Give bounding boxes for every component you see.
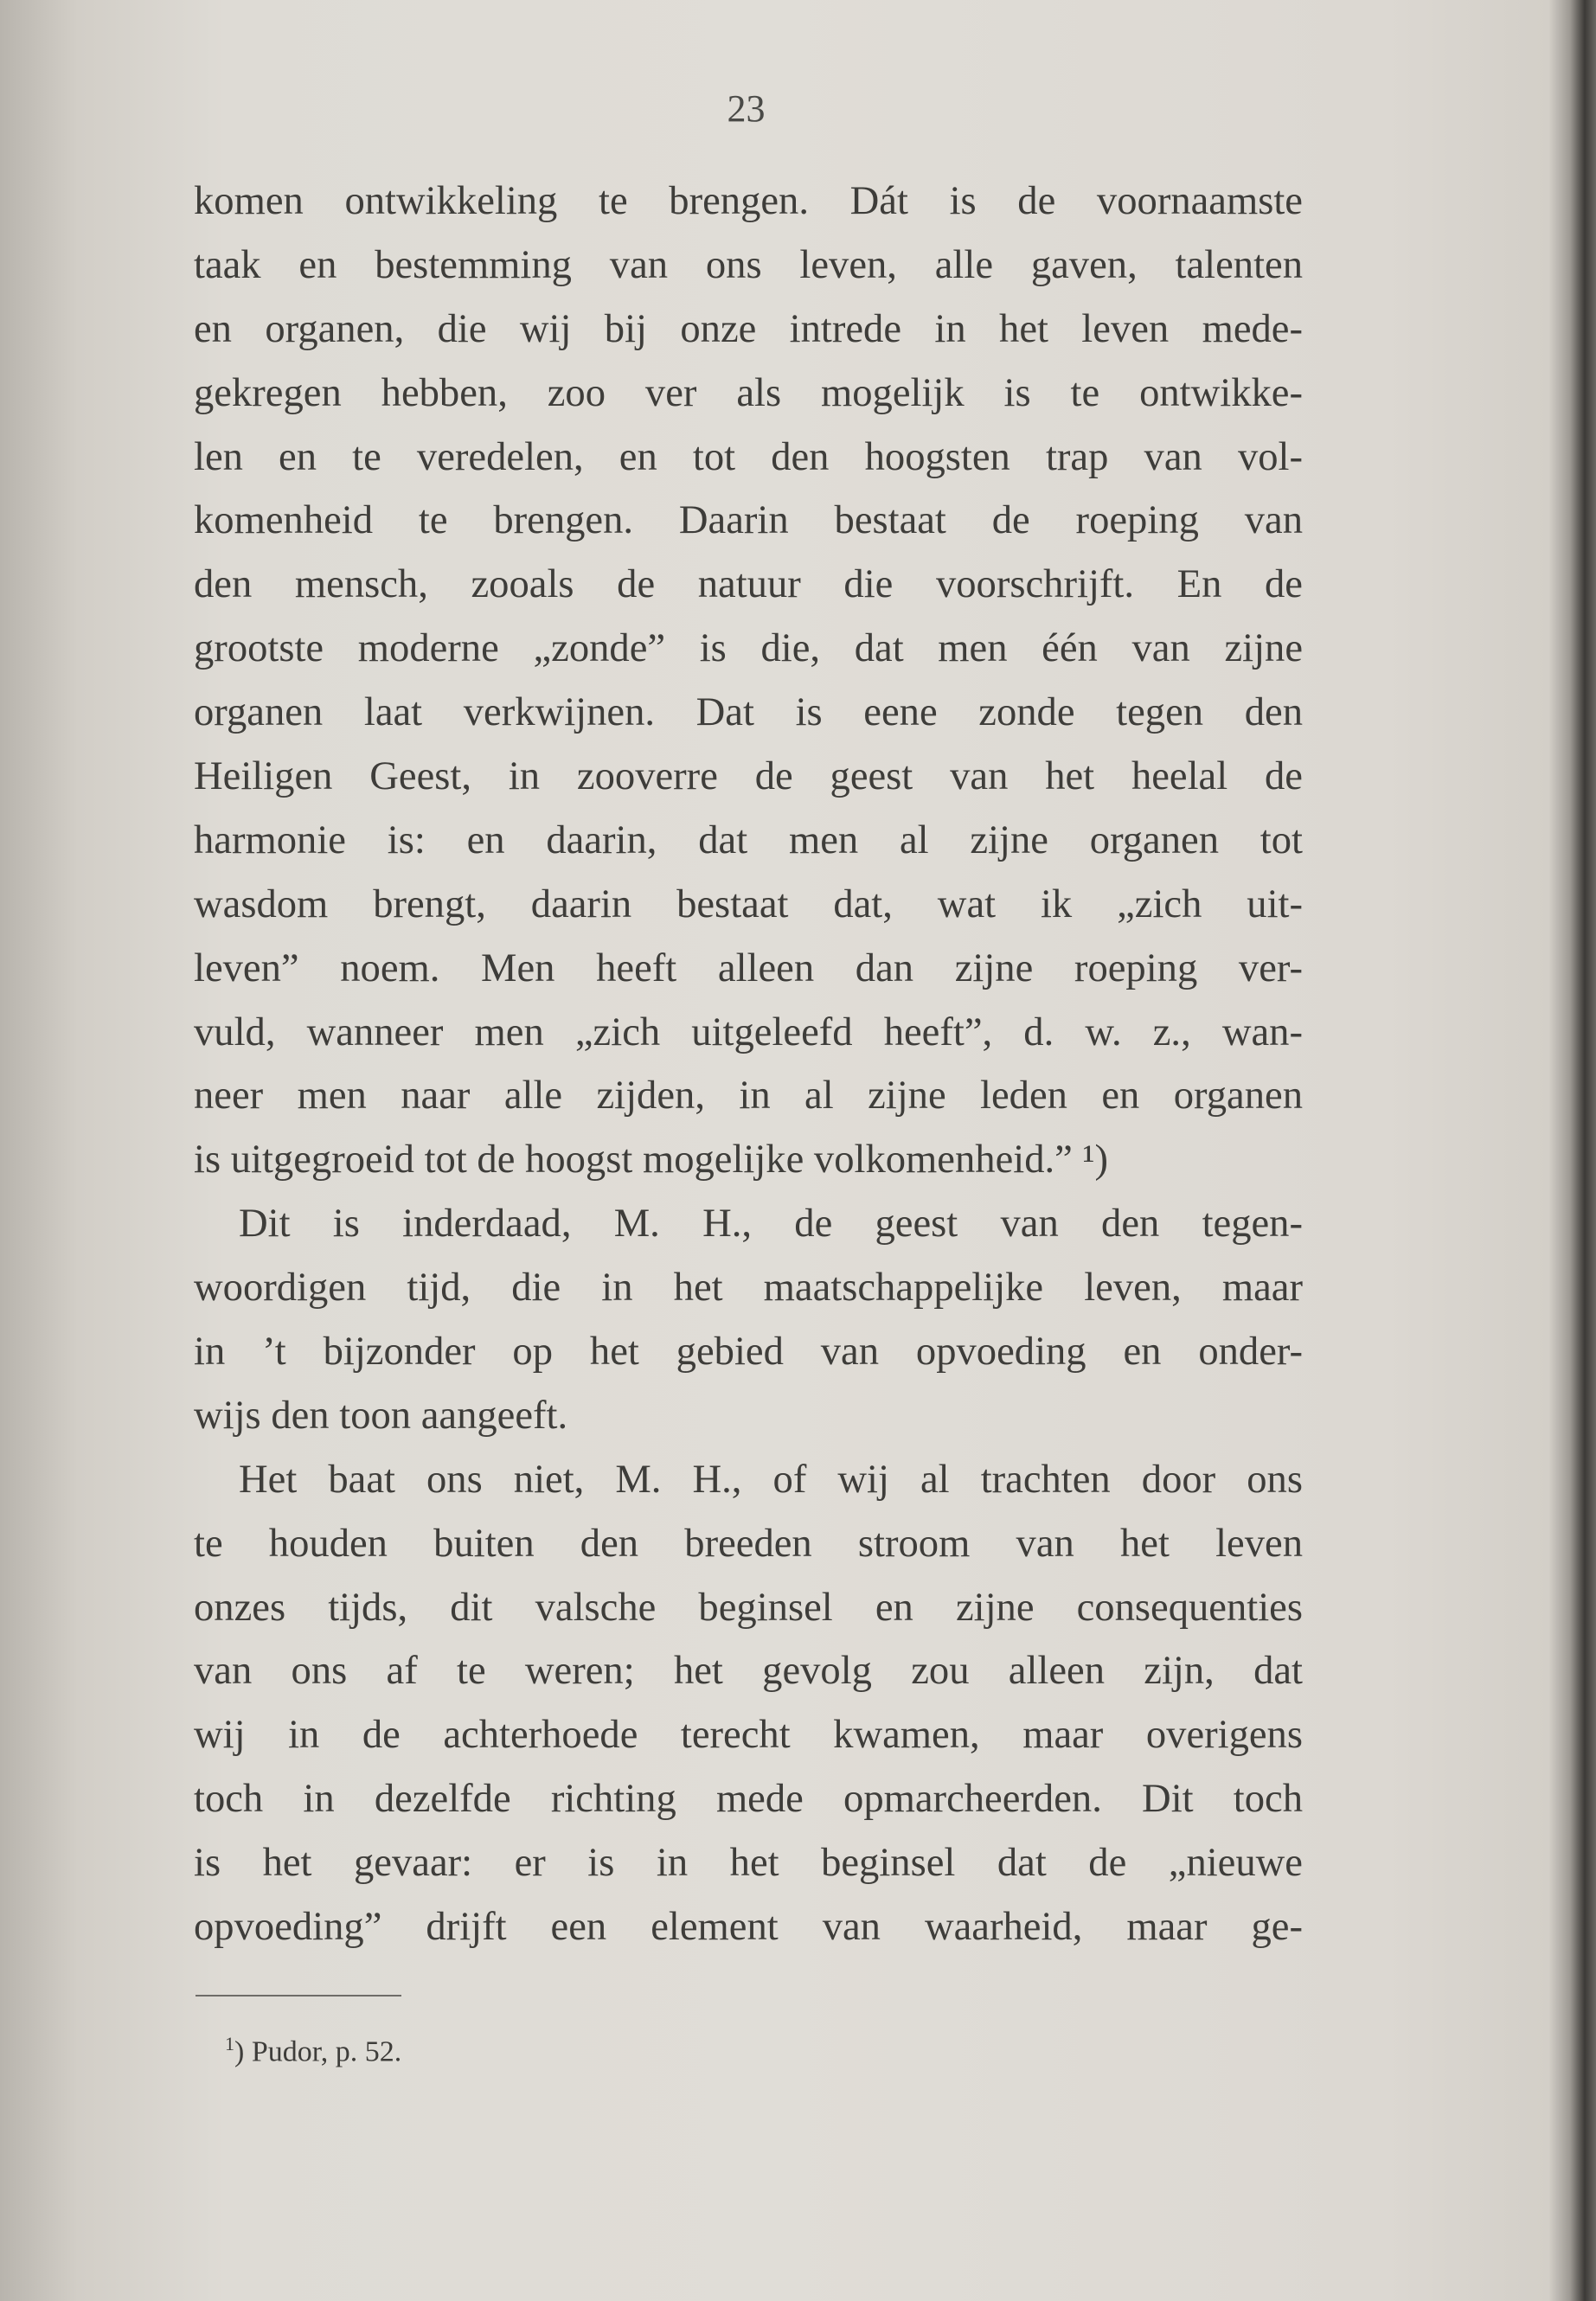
text-line: len en te veredelen, en tot den hoogsten trap van vol- — [194, 433, 1303, 479]
text-line: gekregen hebben, zoo ver als mogelijk is te ontwikke- — [194, 369, 1303, 415]
text-line: onzes tijds, dit valsche beginsel en zijne consequenties — [194, 1584, 1303, 1630]
text-line: Het baat ons niet, M. H., of wij al trachten door ons — [239, 1456, 1303, 1502]
text-line: is uitgegroeid tot de hoogst mogelijke volkomenheid.” ¹) — [194, 1137, 1108, 1183]
footnote-text: ) Pudor, p. 52. — [234, 2035, 402, 2068]
page-number: 23 — [727, 87, 766, 130]
text-line: wasdom brengt, daarin bestaat dat, wat ik „zich uit- — [194, 881, 1303, 926]
text-line: komenheid te brengen. Daarin bestaat de roeping van — [194, 497, 1303, 543]
text-line: is het gevaar: er is in het beginsel dat de „nieuwe — [194, 1840, 1303, 1886]
text-line: woordigen tijd, die in het maatschappelijke leven, maar — [194, 1265, 1303, 1311]
footnote-marker: 1 — [225, 2033, 234, 2054]
text-line: wij in de achterhoede terecht kwamen, maar overigens — [194, 1712, 1303, 1758]
text-line: van ons af te weren; het gevolg zou alleen zijn, dat — [194, 1648, 1303, 1694]
text-line: grootste moderne „zonde” is die, dat men één van zijne — [194, 625, 1303, 671]
text-line: Dit is inderdaad, M. H., de geest van den tegen- — [239, 1201, 1303, 1247]
text-line: taak en bestemming van ons leven, alle gaven, talenten — [194, 241, 1303, 287]
text-line: komen ontwikkeling te brengen. Dát is de voornaamste — [194, 178, 1303, 223]
text-line: opvoeding” drijft een element van waarheid, maar ge- — [194, 1904, 1303, 1950]
text-line: wijs den toon aangeeft. — [194, 1392, 568, 1438]
text-line: leven” noem. Men heeft alleen dan zijne roeping ver- — [194, 945, 1303, 990]
body-text — [194, 170, 1303, 1959]
footnote — [225, 2033, 401, 2068]
text-line: in ’t bijzonder op het gebied van opvoeding en onder- — [194, 1329, 1303, 1375]
text-line: harmonie is: en daarin, dat men al zijne organen tot — [194, 817, 1303, 862]
text-line: te houden buiten den breeden stroom van het leven — [194, 1520, 1303, 1566]
text-line: vuld, wanneer men „zich uitgeleefd heeft”, d. w. z., wan- — [194, 1009, 1303, 1054]
text-line: den mensch, zooals de natuur die voorschrijft. En de — [194, 561, 1303, 607]
text-line: en organen, die wij bij onze intrede in het leven mede- — [194, 305, 1303, 351]
text-line: toch in dezelfde richting mede opmarcheerden. Dit toch — [194, 1776, 1303, 1822]
text-line: organen laat verkwijnen. Dat is eene zonde tegen den — [194, 689, 1303, 735]
text-line: Heiligen Geest, in zooverre de geest van het heelal de — [194, 753, 1303, 799]
footnote-divider — [195, 1995, 401, 1997]
text-line: neer men naar alle zijden, in al zijne leden en organen — [194, 1073, 1303, 1118]
